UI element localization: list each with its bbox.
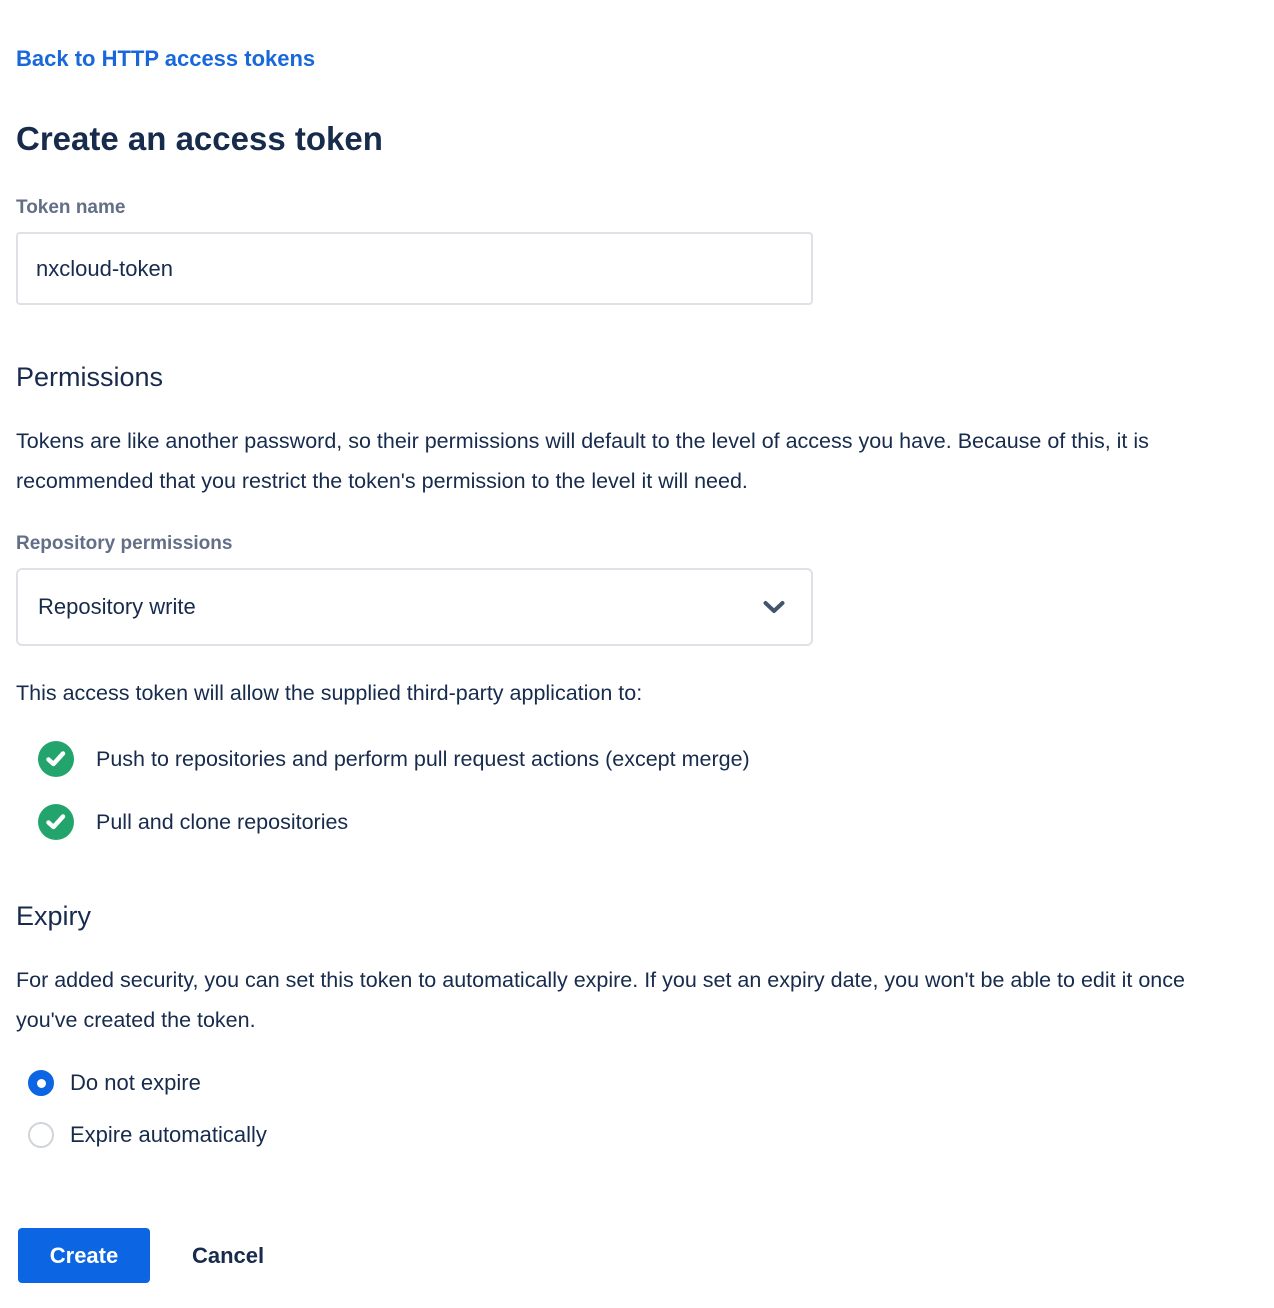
permissions-description: Tokens are like another password, so their permissions will default to the level of access you have. Because of this, it is recommended that you restrict the token's permission to the level it will need. bbox=[16, 429, 1149, 493]
form-actions bbox=[16, 1228, 1258, 1283]
check-circle-icon bbox=[38, 804, 74, 840]
capability-text: Push to repositories and perform pull request actions (except merge) bbox=[96, 747, 750, 771]
chevron-down-icon bbox=[763, 600, 785, 614]
list-item bbox=[38, 741, 1258, 777]
cancel-button[interactable]: Cancel bbox=[192, 1242, 265, 1268]
expiry-radio-1[interactable] bbox=[28, 1122, 54, 1148]
expiry-option-do-not-expire[interactable] bbox=[28, 1068, 1258, 1098]
allow-intro-text: This access token will allow the supplied third-party application to: bbox=[16, 681, 643, 705]
permissions-heading: Permissions bbox=[16, 362, 164, 392]
expiry-heading: Expiry bbox=[16, 901, 92, 931]
radio-label: Do not expire bbox=[70, 1070, 201, 1095]
radio-label: Expire automatically bbox=[70, 1122, 267, 1147]
expiry-description: For added security, you can set this token to automatically expire. If you set an expiry date, you won't be able to edit it once you've created the token. bbox=[16, 968, 1185, 1032]
token-name-input[interactable] bbox=[16, 232, 813, 305]
create-button[interactable]: Create bbox=[18, 1228, 150, 1283]
capability-text: Pull and clone repositories bbox=[96, 810, 349, 834]
repository-permissions-select[interactable] bbox=[16, 568, 813, 646]
list-item bbox=[38, 804, 1258, 840]
capability-list bbox=[16, 741, 1258, 840]
repository-permissions-value: Repository write bbox=[38, 594, 196, 619]
check-circle-icon bbox=[38, 741, 74, 777]
expiry-radio-group bbox=[16, 1068, 1258, 1150]
back-to-http-access-tokens-link[interactable]: Back to HTTP access tokens bbox=[16, 46, 316, 71]
expiry-option-expire-automatically[interactable] bbox=[28, 1120, 1258, 1150]
token-name-label: Token name bbox=[16, 197, 126, 218]
repository-permissions-label: Repository permissions bbox=[16, 533, 233, 554]
page-title: Create an access token bbox=[16, 120, 383, 157]
expiry-radio-0[interactable] bbox=[28, 1070, 54, 1096]
